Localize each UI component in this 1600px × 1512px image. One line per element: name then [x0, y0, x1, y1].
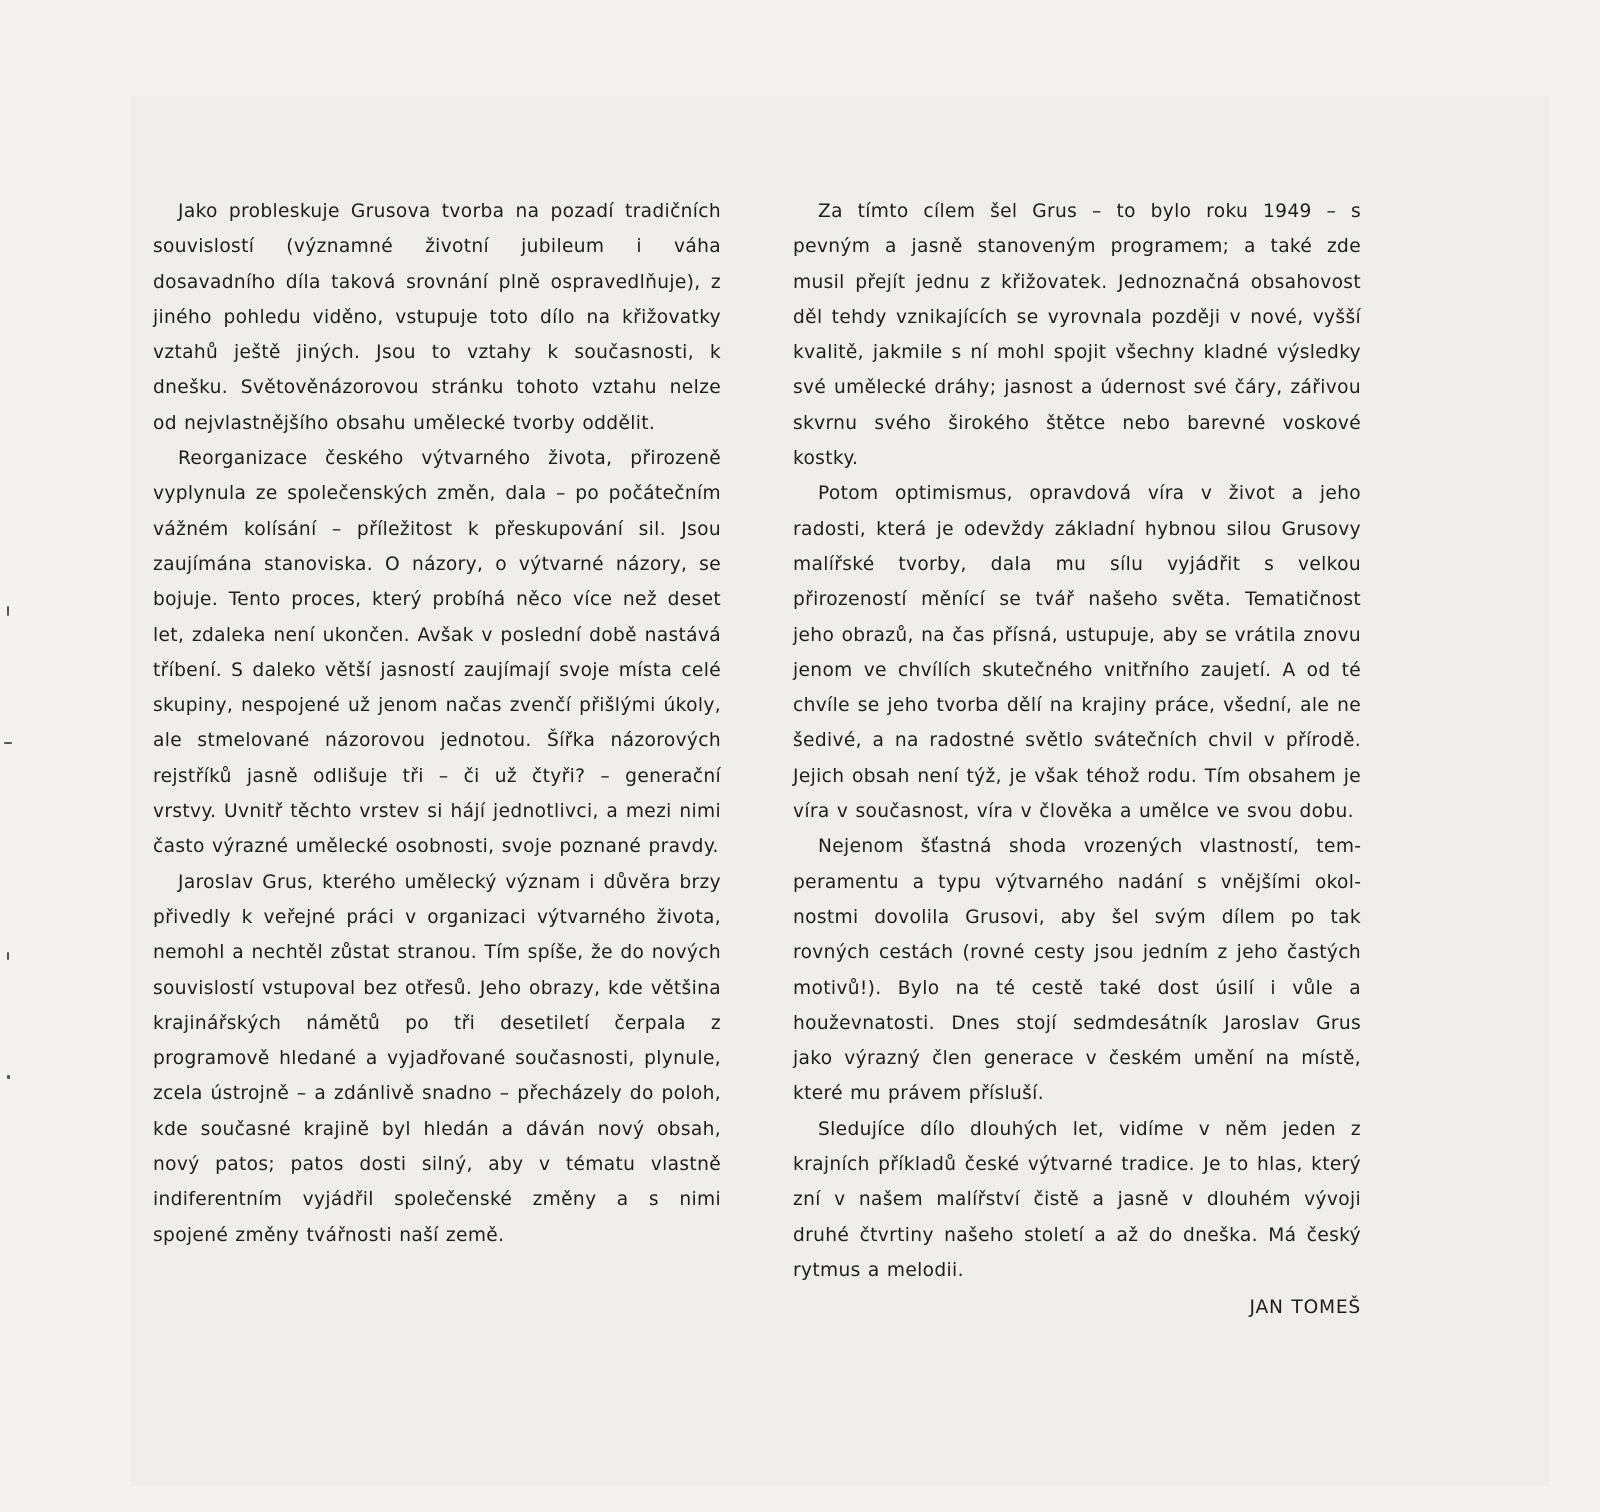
- right-paragraph-4: Sledujíce dílo dlouhých let, vidíme v něm jeden z krajních příkladů české výtvarné tradice. Je to hlas, který zní v našem malířství čistě a jasně v dlouhém vývoji druhé čtvrtiny našeho století a až do dneška. Má český rytmus a melodii.: [793, 1118, 1361, 1281]
- left-paragraph-3: Jaroslav Grus, kterého umělecký význam i důvěra brzy přivedly k veřejné práci v organizaci výtvarného života, nemohl a nechtěl zůstat stranou. Tím spíše, že do nových souvislostí vstupoval bez otřesů. Jeho obrazy, kde většina krajinářských námětů po tři desetiletí čerpala z programově hledané a vyjadřované současnosti, plynule, zcela ústrojně – a zdánlivě snadno – přecházely do poloh, kde současné krajině byl hledán a dáván nový obsah, nový patos; patos dosti silný, aby v tématu vlastně indiferentním vyjádřil společenské změny a s nimi spojené změny tvářnosti naší země.: [153, 871, 721, 1246]
- margin-mark-2: [4, 742, 12, 744]
- margin-mark-3: [7, 952, 9, 960]
- margin-mark-4: [7, 1075, 10, 1079]
- right-paragraph-3: Nejenom šťastná shoda vrozených vlastností, temperamentu a typu výtvarného nadání s vnějšími okolnostmi dovolila Grusovi, aby šel svým dílem po tak rovných cestách (rovné cesty jsou jedním z jeho častých motivů!). Bylo na té cestě také dost úsilí i vůle a houževnatosti. Dnes stojí sedmdesátník Jaroslav Grus jako výrazný člen generace v českém umění na místě, které mu právem přísluší.: [793, 836, 1361, 1105]
- left-text-column: [153, 194, 721, 1253]
- left-paragraph-2: Reorganizace českého výtvarného života, přirozeně vyplynula ze společenských změn, dala – po počátečním vážném kolísání – příležitost k přeskupování sil. Jsou zaujímána stanoviska. O názory, o výtvarné názory, se bojuje. Tento proces, který probíhá něco více než deset let, zdaleka není ukončen. Avšak v poslední době nastává tříbení. S daleko větší jasností zaujímají svoje místa celé skupiny, nespojené už jenom načas zvenčí přišlými úkoly, ale stmelované názorovou jednotou. Šířka názorových rejstříků jasně odlišuje tři – či už čtyři? – generační vrstvy. Uvnitř těchto vrstev si hájí jednotlivci, a mezi nimi často výrazné umělecké osobnosti, svoje poznané pravdy.: [153, 448, 721, 858]
- left-paragraph-1: Jako probleskuje Grusova tvorba na pozadí tradičních souvislostí (významné životní jubileum i váha dosavadního díla taková srovnání plně ospravedlňuje), z jiného pohledu viděno, vstupuje toto dílo na křižovatky vztahů ještě jiných. Jsou to vztahy k současnosti, k dnešku. Světověnázorovou stránku tohoto vztahu nelze od nejvlastnějšího obsahu umělecké tvorby oddělit.: [153, 201, 721, 434]
- right-paragraph-2: Potom optimismus, opravdová víra v život a jeho radosti, která je odevždy základní hybnou silou Grusovy malířské tvorby, dala mu sílu vyjádřit s velkou přirozeností měnící se tvář našeho světa. Tematičnost jeho obrazů, na čas přísná, ustupuje, aby se vrátila znovu jenom ve chvílích skutečného vnitřního zaujetí. A od té chvíle se jeho tvorba dělí na krajiny práce, všední, ale ne šedivé, a na radostné světlo svátečních chvil v přírodě. Jejich obsah není týž, je však téhož rodu. Tím obsahem je víra v současnost, víra v člověka a umělce ve svou dobu.: [793, 483, 1361, 823]
- margin-mark-1: [7, 606, 9, 616]
- author-signature: JAN TOMEŠ: [1249, 1297, 1361, 1319]
- right-paragraph-1: Za tímto cílem šel Grus – to bylo roku 1949 – s pevným a jasně stanoveným programem; a také zde musil přejít jednu z křižovatek. Jednoznačná obsahovost děl tehdy vznikajících se vyrovnala později v nové, vyšší kvalitě, jakmile s ní mohl spojit všechny kladné výsledky své umělecké dráhy; jasnost a údernost své čáry, zářivou skvrnu svého širokého štětce nebo barevné voskové kostky.: [793, 201, 1361, 470]
- right-text-column: [793, 194, 1361, 1326]
